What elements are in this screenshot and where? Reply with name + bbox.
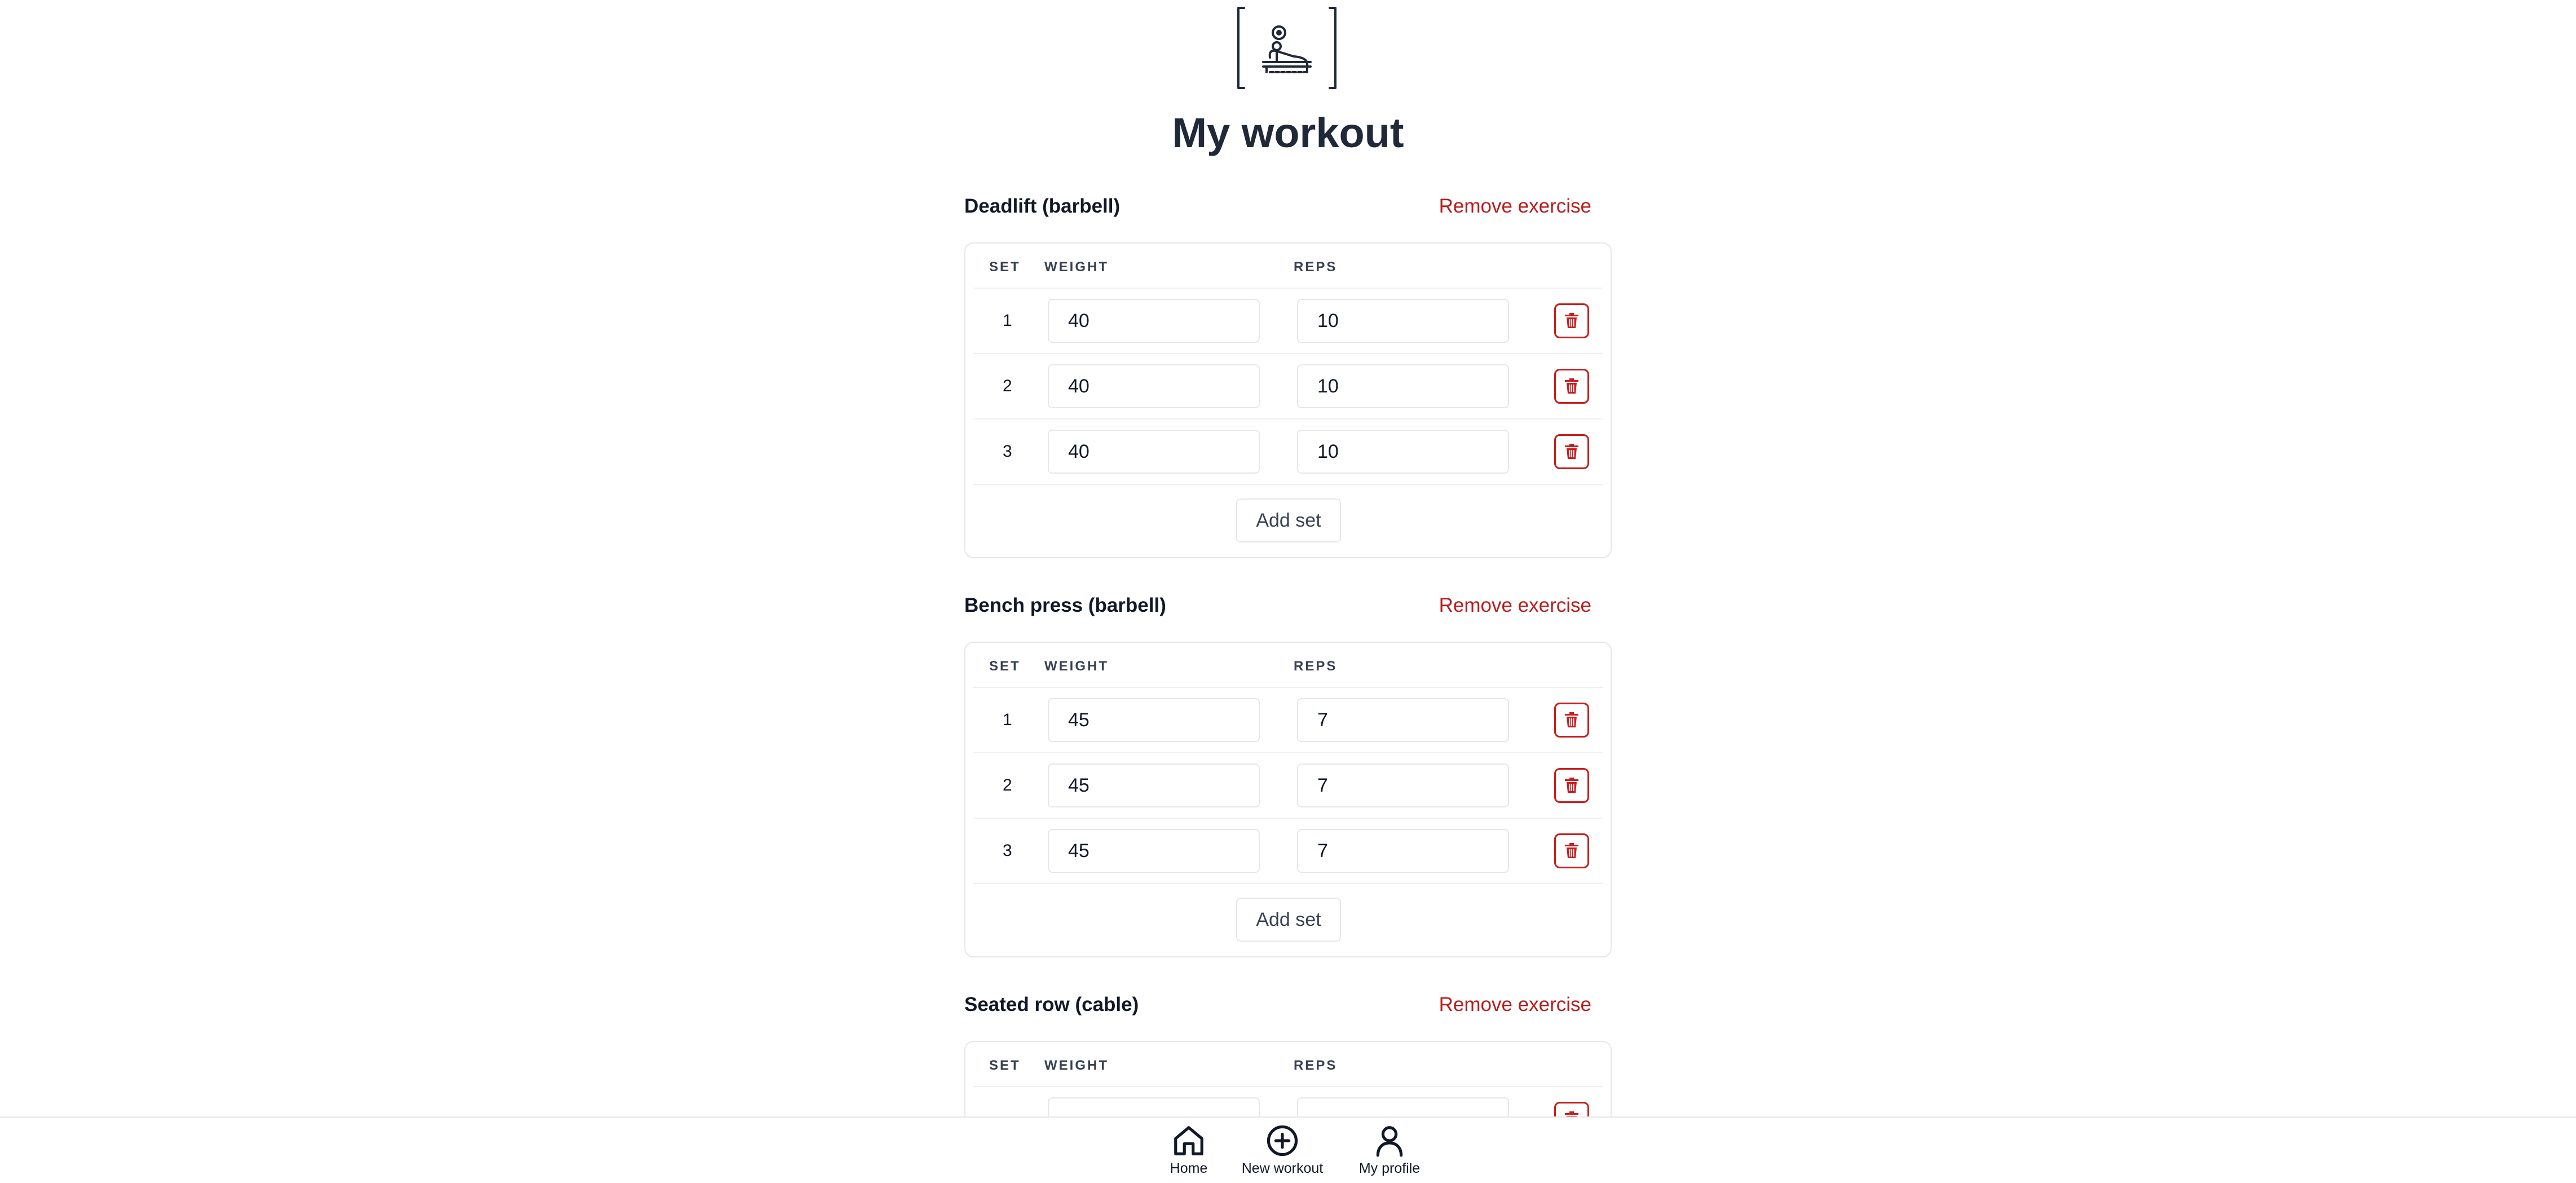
sets-table <box>964 642 1612 957</box>
reps-input[interactable] <box>1297 364 1509 408</box>
delete-set-button[interactable] <box>1554 833 1589 868</box>
reps-input[interactable] <box>1297 430 1509 474</box>
table-header <box>973 1042 1603 1087</box>
nav-label-new-workout: New workout <box>1241 1160 1324 1176</box>
trash-icon <box>1564 378 1579 394</box>
plus-circle-icon <box>1265 1123 1300 1158</box>
set-row <box>973 420 1603 485</box>
weight-input[interactable] <box>1048 299 1260 343</box>
nav-item-my-profile[interactable] <box>1339 1123 1440 1177</box>
set-row <box>973 819 1603 884</box>
weight-column-header: WEIGHT <box>1044 259 1109 275</box>
reps-column-header: REPS <box>1294 259 1338 275</box>
delete-set-button[interactable] <box>1554 768 1589 803</box>
set-column-header: SET <box>989 1058 1021 1073</box>
table-header <box>973 643 1603 688</box>
exercise-name: Bench press (barbell) <box>964 594 1166 616</box>
trash-icon <box>1564 778 1579 793</box>
remove-exercise-button[interactable]: Remove exercise <box>1439 195 1591 217</box>
trash-icon <box>1564 313 1579 329</box>
weight-input[interactable] <box>1048 430 1260 474</box>
exercise-card <box>964 579 1611 930</box>
exercise-name: Seated row (cable) <box>964 994 1139 1016</box>
sets-table <box>964 1041 1612 1116</box>
remove-exercise-button[interactable]: Remove exercise <box>1439 994 1591 1016</box>
weight-input[interactable] <box>1048 829 1260 873</box>
reps-input[interactable] <box>1297 763 1509 807</box>
weight-input[interactable] <box>1048 763 1260 807</box>
delete-set-button[interactable] <box>1554 703 1589 738</box>
set-row <box>973 1087 1603 1116</box>
set-row <box>973 289 1603 354</box>
exercise-name: Deadlift (barbell) <box>964 195 1121 217</box>
weight-input[interactable] <box>1048 698 1260 742</box>
nav-label-my-profile: My profile <box>1358 1160 1421 1176</box>
bottom-nav <box>0 1116 2576 1183</box>
nav-label-home: Home <box>1170 1160 1208 1176</box>
reps-input[interactable] <box>1297 1097 1509 1116</box>
nav-item-new-workout[interactable] <box>1232 1123 1333 1177</box>
weight-column-header: WEIGHT <box>1044 659 1109 674</box>
set-number: 2 <box>1003 377 1012 395</box>
reps-input[interactable] <box>1297 829 1509 873</box>
exercise-card <box>964 978 1611 1073</box>
set-number: 3 <box>1003 841 1012 860</box>
reps-column-header: REPS <box>1294 1058 1338 1073</box>
reps-column-header: REPS <box>1294 659 1338 674</box>
nav-item-home[interactable] <box>1138 1123 1240 1177</box>
delete-set-button[interactable] <box>1554 303 1589 338</box>
trash-icon <box>1564 1111 1579 1116</box>
set-row <box>973 688 1603 753</box>
add-set-button[interactable]: Add set <box>1236 898 1341 942</box>
set-number: 1 <box>1003 311 1012 330</box>
delete-set-button[interactable] <box>1554 1102 1589 1116</box>
reps-input[interactable] <box>1297 698 1509 742</box>
home-icon <box>1171 1123 1206 1158</box>
sets-table <box>964 242 1612 558</box>
trash-icon <box>1564 712 1579 728</box>
trash-icon <box>1564 444 1579 460</box>
set-number: 3 <box>1003 442 1012 461</box>
table-header <box>973 244 1603 289</box>
user-icon <box>1372 1123 1407 1158</box>
set-column-header: SET <box>989 659 1021 674</box>
bench-press-icon <box>1236 7 1338 89</box>
weight-input[interactable] <box>1048 1097 1260 1116</box>
set-row <box>973 354 1603 420</box>
set-number: 1 <box>1003 710 1012 729</box>
set-number: 2 <box>1003 776 1012 794</box>
reps-input[interactable] <box>1297 299 1509 343</box>
page-title: My workout <box>1172 109 1404 156</box>
trash-icon <box>1564 843 1579 859</box>
remove-exercise-button[interactable]: Remove exercise <box>1439 594 1591 616</box>
set-column-header: SET <box>989 259 1021 275</box>
delete-set-button[interactable] <box>1554 434 1589 469</box>
delete-set-button[interactable] <box>1554 369 1589 404</box>
exercise-card <box>964 179 1611 531</box>
set-row <box>973 753 1603 819</box>
weight-column-header: WEIGHT <box>1044 1058 1109 1073</box>
weight-input[interactable] <box>1048 364 1260 408</box>
add-set-button[interactable]: Add set <box>1236 498 1341 542</box>
